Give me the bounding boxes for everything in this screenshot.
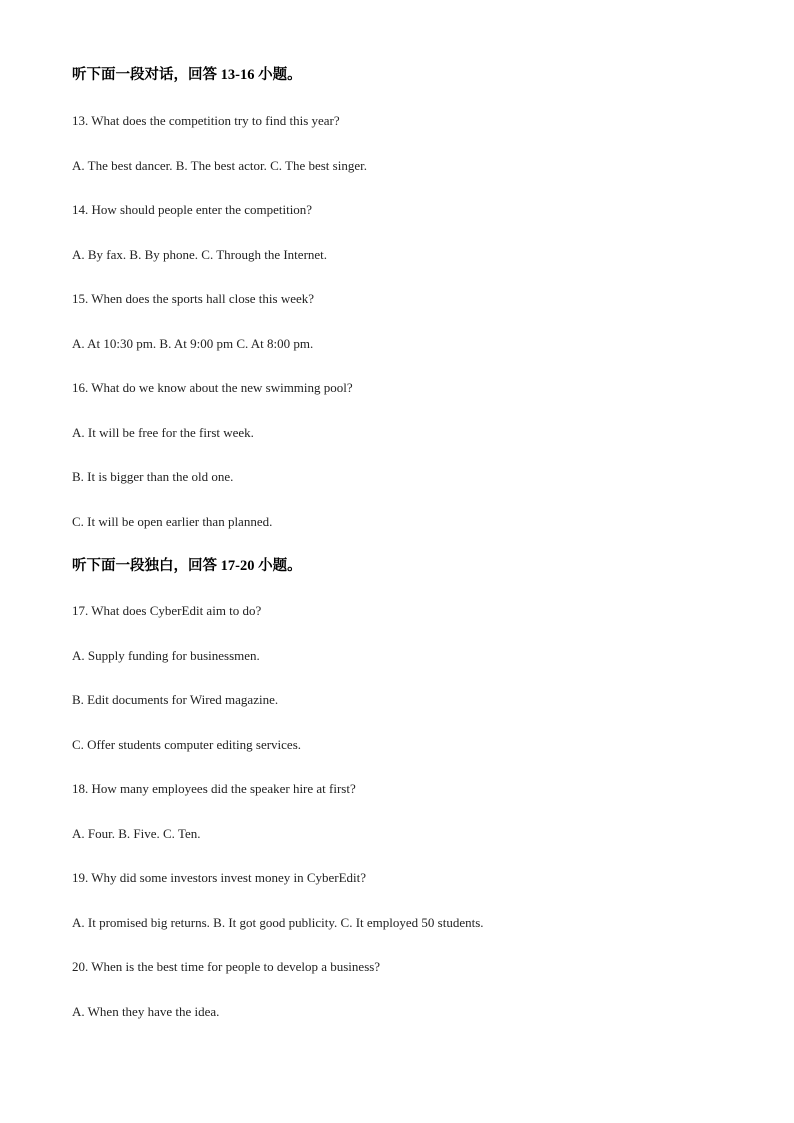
question-14: 14. How should people enter the competition? [72, 202, 313, 217]
options-18: A. Four. B. Five. C. Ten. [72, 826, 201, 841]
option-17-b: B. Edit documents for Wired magazine. [72, 692, 279, 707]
question-15: 15. When does the sports hall close this week? [72, 291, 315, 306]
section-heading-monologue: 听下面一段独白，回答 17-20 小题。 [72, 558, 302, 574]
option-17-a: A. Supply funding for businessmen. [72, 648, 260, 663]
options-19: A. It promised big returns. B. It got good publicity. C. It employed 50 students. [72, 915, 484, 930]
section-heading-dialogue: 听下面一段对话，回答 13-16 小题。 [72, 67, 302, 83]
options-14: A. By fax. B. By phone. C. Through the Internet. [72, 247, 328, 262]
options-13: A. The best dancer. B. The best actor. C. The best singer. [72, 158, 367, 173]
option-16-c: C. It will be open earlier than planned. [72, 514, 273, 529]
options-15: A. At 10:30 pm. B. At 9:00 pm C. At 8:00 pm. [72, 336, 314, 351]
question-16: 16. What do we know about the new swimming pool? [72, 380, 353, 395]
question-19: 19. Why did some investors invest money in CyberEdit? [72, 870, 367, 885]
option-20-a: A. When they have the idea. [72, 1004, 220, 1019]
option-17-c: C. Offer students computer editing services. [72, 737, 302, 752]
question-20: 20. When is the best time for people to develop a business? [72, 959, 381, 974]
question-17: 17. What does CyberEdit aim to do? [72, 603, 262, 618]
question-18: 18. How many employees did the speaker hire at first? [72, 781, 356, 796]
question-13: 13. What does the competition try to find this year? [72, 113, 340, 128]
option-16-b: B. It is bigger than the old one. [72, 469, 234, 484]
option-16-a: A. It will be free for the first week. [72, 425, 254, 440]
